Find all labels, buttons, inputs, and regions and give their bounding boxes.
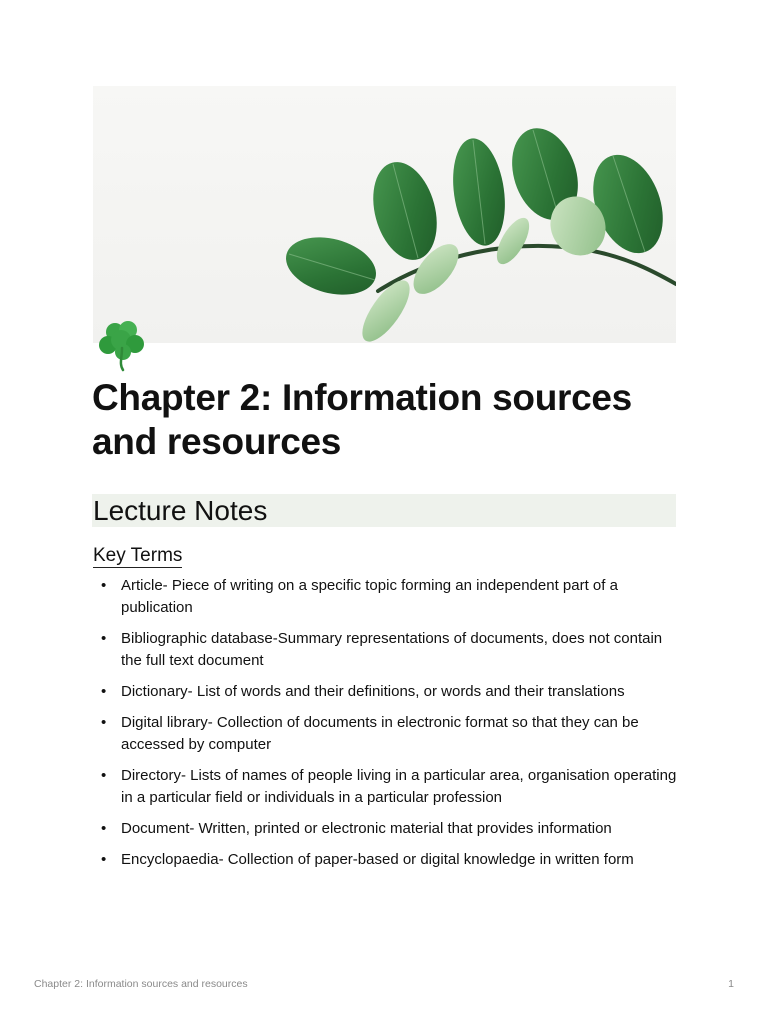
bullet-icon: •: [101, 851, 107, 868]
term-text: Document- Written, printed or electronic material that provides information: [121, 820, 612, 837]
term-text: Digital library- Collection of documents in electronic format so that they can be accessed by computer: [121, 714, 639, 753]
page-number: 1: [728, 978, 734, 990]
page-title: Chapter 2: Information sources and resources: [92, 377, 632, 462]
footer-title: Chapter 2: Information sources and resources: [34, 978, 248, 990]
section-heading: Lecture Notes: [93, 495, 268, 526]
term-text: Article- Piece of writing on a specific topic forming an independent part of a publication: [121, 577, 618, 616]
section-heading-block: [92, 494, 676, 527]
list-item: [93, 712, 683, 756]
bullet-icon: •: [101, 767, 107, 784]
leaf-branch-illustration: [93, 86, 676, 343]
list-item: [93, 628, 683, 672]
bullet-icon: •: [101, 630, 107, 647]
bullet-icon: •: [101, 683, 107, 700]
list-item: [93, 575, 683, 619]
shamrock-icon: [93, 316, 153, 372]
term-text: Dictionary- List of words and their definitions, or words and their translations: [121, 683, 625, 700]
list-item: [93, 765, 683, 809]
bullet-icon: •: [101, 577, 107, 594]
key-terms-subheading: Key Terms: [93, 545, 183, 566]
list-item: [93, 818, 683, 840]
bullet-icon: •: [101, 714, 107, 731]
list-item: [93, 849, 683, 871]
term-text: Bibliographic database-Summary representations of documents, does not contain the full text document: [121, 630, 663, 669]
bullet-icon: •: [101, 820, 107, 837]
list-item: [93, 681, 683, 703]
term-text: Directory- Lists of names of people living in a particular area, organisation operating in a particular field or individuals in a particular profession: [121, 767, 677, 806]
cover-image: [93, 86, 676, 343]
term-text: Encyclopaedia- Collection of paper-based or digital knowledge in written form: [121, 851, 634, 868]
key-terms-list: [93, 575, 683, 880]
